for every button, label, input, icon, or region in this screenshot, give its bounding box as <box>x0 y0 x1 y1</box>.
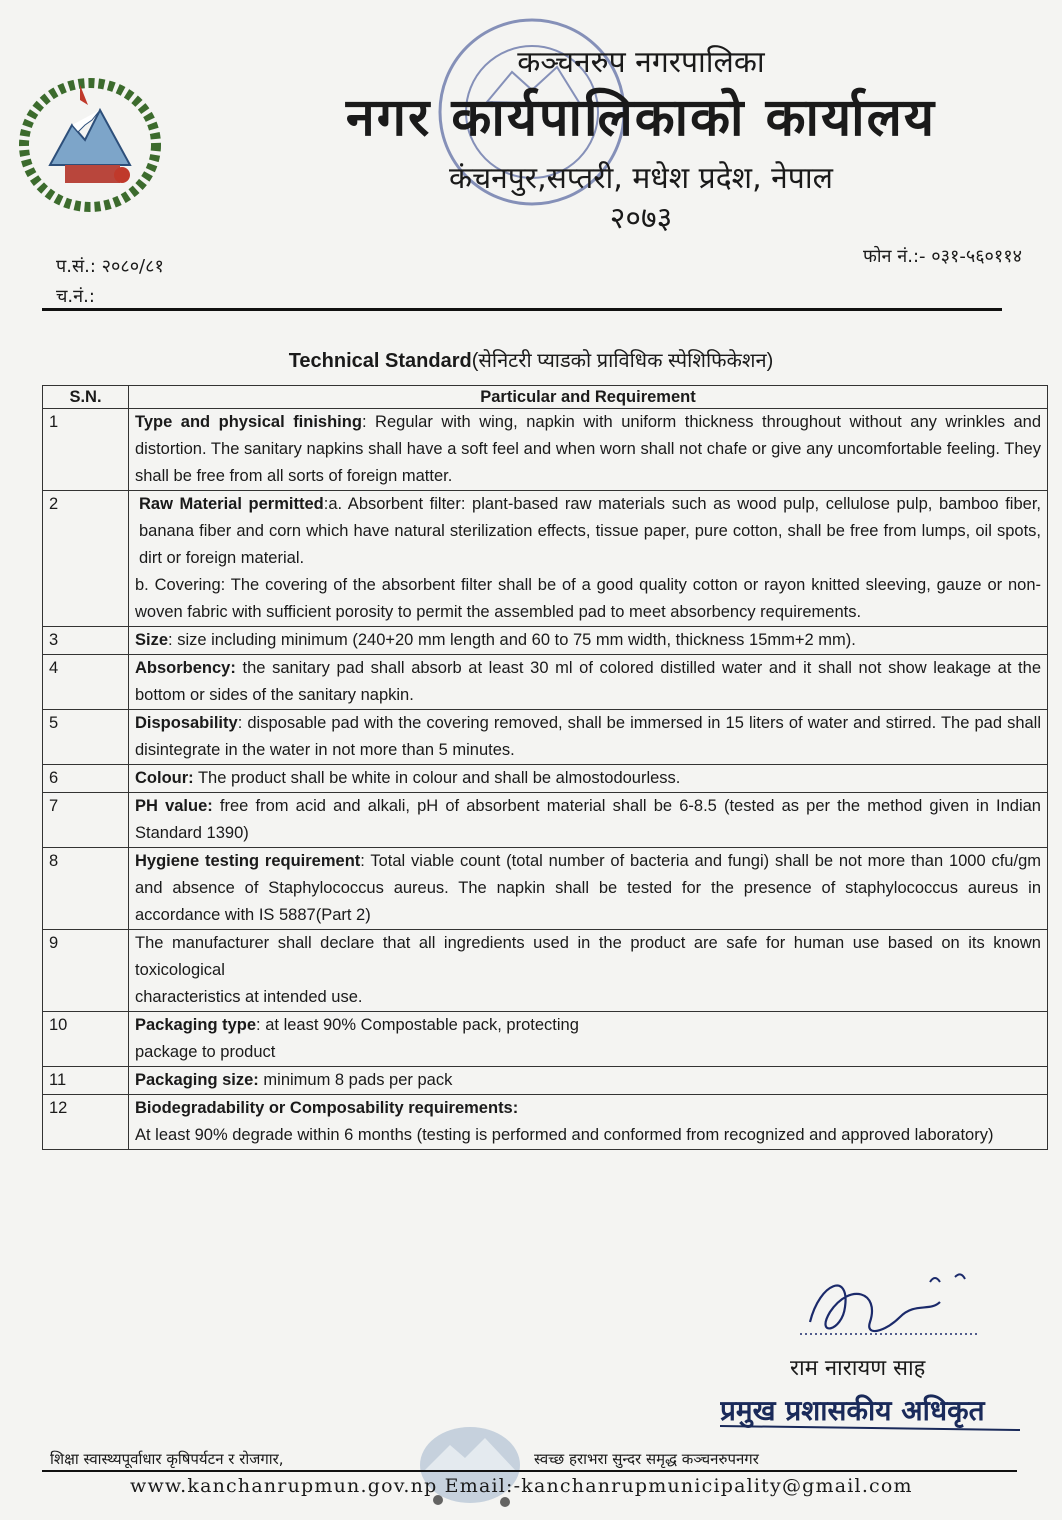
footer-contact: www.kanchanrupmun.gov.np Email:-kanchanrupmunicipality@gmail.com <box>130 1475 913 1497</box>
row-serial-number: 6 <box>43 765 129 793</box>
requirement-line <box>135 409 1041 490</box>
designation-stamp <box>720 1384 1030 1444</box>
requirement-text: free from acid and alkali, pH of absorbent material shall be 6-8.5 (tested as per the method given in Indian Standard 1390) <box>135 797 1041 842</box>
office-title: नगर कार्यपालिकाको कार्यालय <box>345 88 937 148</box>
row-requirement <box>129 1012 1048 1067</box>
row-serial-number: 4 <box>43 655 129 710</box>
requirement-text: Total viable count (total number of bacteria and fungi) shall be not more than 1000 cfu/gm and absence of Staphylococcus aureus. The napkin shall be tested for the presence of staphylococcus aureus in accordance with IS 5887(Part 2) <box>135 852 1041 924</box>
row-requirement <box>129 1067 1048 1095</box>
heading-separator <box>213 797 220 815</box>
requirement-text: The product shall be white in colour and shall be almostodourless. <box>197 769 681 787</box>
table-row <box>43 765 1048 793</box>
requirement-heading: Packaging size: <box>135 1071 259 1089</box>
requirement-text: characteristics at intended use. <box>135 988 363 1006</box>
requirement-line <box>135 710 1041 764</box>
requirement-heading: Disposability <box>135 714 238 732</box>
municipality-name: कञ्चनरुप नगरपालिका <box>517 45 765 80</box>
heading-separator: : <box>168 631 178 649</box>
phone-number: फोन नं.:- ०३१-५६०११४ <box>863 246 1022 267</box>
specification-table <box>42 385 1048 1150</box>
row-serial-number: 10 <box>43 1012 129 1067</box>
row-requirement <box>129 848 1048 930</box>
row-serial-number: 8 <box>43 848 129 930</box>
requirement-text: Regular with wing, napkin with uniform thickness throughout without any wrinkles and distortion. The sanitary napkins shall have a soft feel and when worn shall not chafe or give any uncomfortable feeling. They shall be free from all sorts of foreign matter. <box>135 413 1041 485</box>
row-serial-number: 9 <box>43 930 129 1012</box>
table-row <box>43 793 1048 848</box>
requirement-line <box>135 1067 1041 1094</box>
footer-divider <box>42 1470 1017 1472</box>
requirement-heading: Hygiene testing requirement <box>135 852 361 870</box>
heading-separator <box>236 659 243 677</box>
table-body <box>43 409 1048 1150</box>
row-serial-number: 2 <box>43 491 129 627</box>
row-requirement <box>129 627 1048 655</box>
requirement-heading: Biodegradability or Composability requirements: <box>135 1099 519 1117</box>
signature-icon <box>790 1262 990 1357</box>
table-row <box>43 409 1048 491</box>
requirement-heading: Size <box>135 631 169 649</box>
requirement-heading: Raw Material permitted <box>139 495 324 513</box>
row-requirement <box>129 409 1048 491</box>
heading-separator: : <box>360 852 371 870</box>
requirement-line <box>135 1122 1041 1149</box>
table-header-row <box>43 386 1048 409</box>
established-year: २०७३ <box>609 201 673 236</box>
requirement-heading: Type and physical finishing <box>135 413 362 431</box>
heading-separator: : <box>323 495 329 513</box>
reference-number: प.सं.: २०८०/८१ <box>56 256 164 277</box>
footer-slogan-left: शिक्षा स्वास्थ्यपूर्वाधार कृषिपर्यटन र रोजगार, <box>50 1450 284 1468</box>
requirement-line <box>135 765 1041 792</box>
table-row <box>43 1067 1048 1095</box>
table-row <box>43 1095 1048 1150</box>
header-requirement: Particular and Requirement <box>129 386 1048 409</box>
requirement-line <box>135 491 1041 572</box>
requirement-line <box>135 930 1041 984</box>
requirement-text: package to product <box>135 1043 276 1061</box>
signatory-name: राम नारायण साह <box>790 1356 926 1381</box>
requirement-line <box>135 1095 1041 1122</box>
requirement-text: At least 90% degrade within 6 months (testing is performed and conformed from recognized and approved laboratory) <box>135 1126 994 1144</box>
requirement-text: The manufacturer shall declare that all ingredients used in the product are safe for human use based on its known toxicological <box>135 934 1041 979</box>
requirement-text: size including minimum (240+20 mm length and 60 to 75 mm width, thickness 15mm+2 mm). <box>177 631 856 649</box>
requirement-line <box>135 984 1041 1011</box>
requirement-line <box>135 1039 1041 1066</box>
requirement-heading: Colour: <box>135 769 194 787</box>
table-row <box>43 627 1048 655</box>
requirement-line <box>135 793 1041 847</box>
row-serial-number: 12 <box>43 1095 129 1150</box>
table-row <box>43 848 1048 930</box>
requirement-line <box>135 1012 1041 1039</box>
table-row <box>43 930 1048 1012</box>
requirement-line <box>135 848 1041 929</box>
requirement-heading: PH value: <box>135 797 213 815</box>
table-row <box>43 710 1048 765</box>
row-serial-number: 11 <box>43 1067 129 1095</box>
requirement-text: at least 90% Compostable pack, protecting <box>265 1016 579 1034</box>
requirement-text: the sanitary pad shall absorb at least 30 ml of colored distilled water and it shall not show leakage at the bottom or sides of the sanitary napkin. <box>135 659 1041 704</box>
row-requirement <box>129 491 1048 627</box>
title-english: Technical Standard <box>288 350 472 372</box>
header-divider <box>42 308 1002 311</box>
row-requirement <box>129 765 1048 793</box>
heading-separator: : <box>237 714 248 732</box>
heading-separator: : <box>361 413 376 431</box>
requirement-heading: Packaging type <box>135 1016 257 1034</box>
footer-slogan-right: स्वच्छ हराभरा सुन्दर समृद्ध कञ्चनरुपनगर <box>534 1450 759 1468</box>
row-serial-number: 3 <box>43 627 129 655</box>
requirement-heading: Absorbency: <box>135 659 236 677</box>
row-requirement <box>129 930 1048 1012</box>
table-row <box>43 655 1048 710</box>
row-serial-number: 1 <box>43 409 129 491</box>
document-title <box>0 346 1062 373</box>
requirement-line <box>135 655 1041 709</box>
table-row <box>43 491 1048 627</box>
row-serial-number: 7 <box>43 793 129 848</box>
requirement-line <box>135 572 1041 626</box>
municipality-logo-icon <box>410 1410 530 1520</box>
office-address: कंचनपुर,सप्तरी, मधेश प्रदेश, नेपाल <box>449 161 833 196</box>
requirement-line <box>135 627 1041 654</box>
designation-text: प्रमुख प्रशासकीय अधिकृत <box>720 1394 985 1427</box>
row-requirement <box>129 1095 1048 1150</box>
requirement-text: a. Absorbent filter: plant-based raw materials such as wood pulp, cellulose pulp, bamboo fiber, banana fiber and corn which have natural sterilization effects, tissue paper, pure cotton, shall be free from lumps, oil spots, dirt or foreign material. <box>139 495 1041 567</box>
dispatch-number: च.नं.: <box>56 286 95 307</box>
row-requirement <box>129 710 1048 765</box>
table-row <box>43 1012 1048 1067</box>
row-requirement <box>129 793 1048 848</box>
row-serial-number: 5 <box>43 710 129 765</box>
requirement-text: minimum 8 pads per pack <box>263 1071 453 1089</box>
heading-separator: : <box>256 1016 266 1034</box>
row-requirement <box>129 655 1048 710</box>
header-sn: S.N. <box>43 386 129 409</box>
requirement-text: b. Covering: The covering of the absorbent filter shall be of a good quality cotton or rayon knitted sleeving, gauze or non-woven fabric with sufficient porosity to permit the assembled pad to meet absorbency requirements. <box>135 576 1041 621</box>
title-nepali: (सेनिटरी प्याडको प्राविधिक स्पेशिफिकेशन) <box>471 350 774 372</box>
requirement-text: disposable pad with the covering removed, shall be immersed in 15 liters of water and stirred. The pad shall disintegrate in the water in not more than 5 minutes. <box>135 714 1042 759</box>
